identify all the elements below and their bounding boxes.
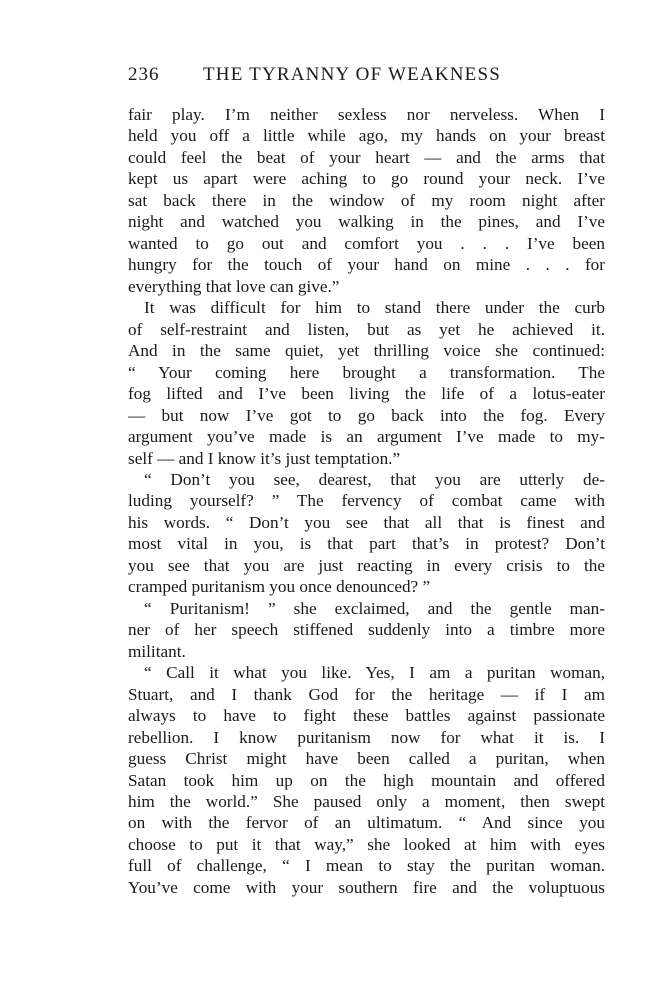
text-line: sat back there in the window of my room night after xyxy=(128,190,605,210)
text-line: choose to put it that way,” she looked at him with eyes xyxy=(128,834,605,854)
text-line: It was difficult for him to stand there under the curb xyxy=(144,298,605,318)
text-line: — but now I’ve got to go back into the fog. Every xyxy=(128,405,605,425)
text-line: “ Don’t you see, dearest, that you are utterly de- xyxy=(144,469,605,489)
text-line: Satan took him up on the high mountain and offered xyxy=(128,770,605,790)
text-line: And in the same quiet, yet thrilling voice she continued: xyxy=(128,341,605,361)
text-line: fair play. I’m neither sexless nor nerveless. When I xyxy=(128,105,605,124)
text-line: “ Call it what you like. Yes, I am a puritan woman, xyxy=(144,663,605,683)
text-line: guess Christ might have been called a puritan, when xyxy=(128,749,605,769)
text-line: kept us apart were aching to go round your neck. I’ve xyxy=(128,169,605,189)
text-line: his words. “ Don’t you see that all that is finest and xyxy=(128,512,605,532)
text-line: you see that you are just reacting in every crisis to the xyxy=(128,555,605,575)
text-line: “ Puritanism! ” she exclaimed, and the gentle man- xyxy=(144,598,605,618)
text-line: on with the fervor of an ultimatum. “ And since you xyxy=(128,813,605,833)
text-line: “ Your coming here brought a transformation. The xyxy=(128,362,605,382)
text-line: him the world.” She paused only a moment, then swept xyxy=(128,792,605,811)
text-line: everything that love can give.” xyxy=(128,276,340,296)
page-number: 236 xyxy=(128,64,160,85)
text-line: luding yourself? ” The fervency of combat came with xyxy=(128,491,605,511)
body-text xyxy=(128,104,605,898)
text-line: could feel the beat of your heart — and the arms that xyxy=(128,147,605,167)
text-line: Stuart, and I thank God for the heritage — if I am xyxy=(128,684,605,704)
text-line: of self-restraint and listen, but as yet he achieved it. xyxy=(128,319,605,339)
text-line: hungry for the touch of your hand on mine . . . for xyxy=(128,255,605,275)
text-line: cramped puritanism you once denounced? ” xyxy=(128,577,431,597)
text-line: wanted to go out and comfort you . . . I’ve been xyxy=(128,233,605,253)
text-line: You’ve come with your southern fire and the voluptuous xyxy=(128,877,605,897)
running-head xyxy=(128,64,605,90)
running-title: THE TYRANNY OF WEAKNESS xyxy=(203,64,502,85)
text-line: self — and I know it’s just temptation.” xyxy=(128,448,401,468)
text-line: full of challenge, “ I mean to stay the puritan woman. xyxy=(128,856,605,876)
text-line: argument you’ve made is an argument I’ve made to my- xyxy=(128,427,605,447)
text-line: held you off a little while ago, my hands on your breast xyxy=(128,126,605,146)
text-line: most vital in you, is that part that’s in protest? Don’t xyxy=(128,534,605,554)
text-line: militant. xyxy=(128,641,186,661)
text-line: always to have to fight these battles against passionate xyxy=(128,706,605,726)
text-line: fog lifted and I’ve been living the life of a lotus-eater xyxy=(128,384,605,404)
text-line: night and watched you walking in the pines, and I’ve xyxy=(128,212,605,232)
text-line: rebellion. I know puritanism now for what it is. I xyxy=(128,727,605,747)
text-line: ner of her speech stiffened suddenly into a timbre more xyxy=(128,620,605,640)
